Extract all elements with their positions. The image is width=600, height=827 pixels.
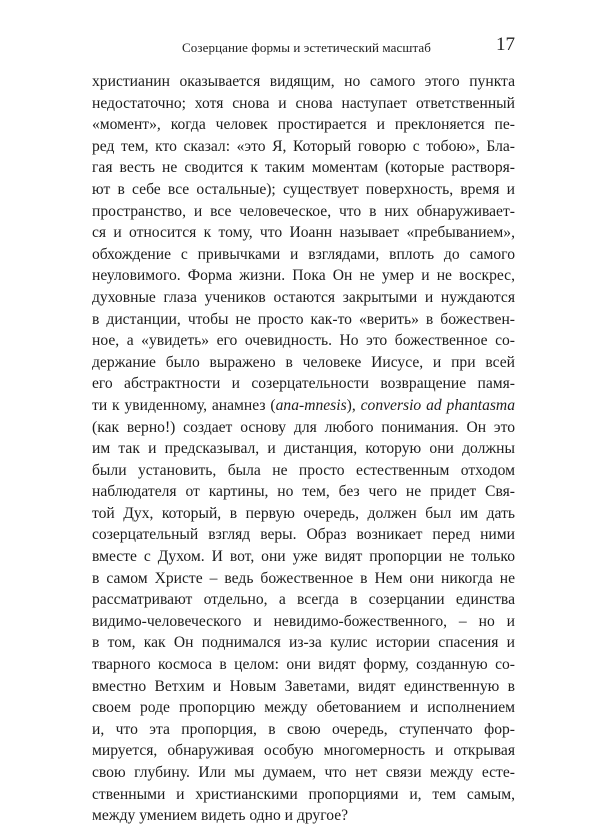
text-segment: в самом Христе – ведь божественное в Нем они никогда не xyxy=(92,569,515,587)
text-line xyxy=(92,611,515,633)
text-line xyxy=(92,201,515,223)
text-segment: вместе с Духом. И вот, они уже видят пропорции не только xyxy=(92,548,515,566)
text-line xyxy=(92,654,515,676)
text-segment: пространство, и все человеческое, что в них обнаруживает- xyxy=(92,202,515,220)
text-segment: тварного космоса в целом: они видят форму, созданную со- xyxy=(92,656,515,674)
text-line xyxy=(92,740,515,762)
text-line xyxy=(92,71,515,93)
text-segment: «момент», когда человек простирается и преклоняется пе- xyxy=(92,116,515,134)
text-line xyxy=(92,309,515,331)
text-segment: ), xyxy=(346,396,361,414)
text-line xyxy=(92,157,515,179)
text-line xyxy=(92,352,515,374)
text-line xyxy=(92,330,515,352)
text-segment: им так и предсказывал, и дистанция, которую они должны xyxy=(92,440,515,458)
text-line xyxy=(92,179,515,201)
text-segment: той Дух, который, в первую очередь, должен был им дать xyxy=(92,504,515,522)
text-segment: своем роде пропорцию между обетованием и исполнением xyxy=(92,699,515,717)
text-segment: созерцательный взгляд веры. Образ возникает перед ними xyxy=(92,526,515,544)
text-segment: рассматривают отдельно, а всегда в созерцании единства xyxy=(92,591,515,609)
text-segment: духовные глаза учеников остаются закрытыми и нуждаются xyxy=(92,288,515,306)
text-segment: мируется, обнаруживая особую многомерность и открывая xyxy=(92,742,515,760)
text-segment: наблюдателя от картины, но тем, без чего не придет Свя- xyxy=(92,483,515,501)
text-line xyxy=(92,265,515,287)
text-line xyxy=(92,222,515,244)
italic-term: conversio ad phantasma xyxy=(360,396,515,414)
text-line xyxy=(92,395,515,417)
text-segment: ся и относится к тому, что Иоанн называет «пребыванием», xyxy=(92,224,515,242)
text-segment: в том, как Он поднимался из-за кулис истории спасения и xyxy=(92,634,515,652)
text-line xyxy=(92,287,515,309)
text-segment: неуловимого. Форма жизни. Пока Он не умер и не воскрес, xyxy=(92,267,515,285)
page-number: 17 xyxy=(496,34,515,55)
text-line xyxy=(92,524,515,546)
text-segment: были установить, была не просто естественным отходом xyxy=(92,461,515,479)
text-segment: ное, а «увидеть» его очевидность. Но это божественное со- xyxy=(92,332,515,350)
text-line xyxy=(92,460,515,482)
text-segment: видимо-человеческого и невидимо-божественного, – но и xyxy=(92,612,515,630)
text-line xyxy=(92,244,515,266)
running-head xyxy=(92,34,515,60)
text-line xyxy=(92,805,515,827)
text-segment: в дистанции, чтобы не просто как-то «верить» в божествен- xyxy=(92,310,515,328)
text-segment: ют в себе все остальные); существует поверхность, время и xyxy=(92,180,515,198)
text-segment: ственными и христианскими пропорциями и, тем самым, xyxy=(92,785,515,803)
body-paragraph xyxy=(92,71,515,827)
text-line xyxy=(92,417,515,439)
text-line xyxy=(92,719,515,741)
text-line xyxy=(92,632,515,654)
text-segment: (как верно!) создает основу для любого понимания. Он это xyxy=(92,418,515,436)
text-line xyxy=(92,697,515,719)
text-segment: его абстрактности и созерцательности возвращение памя- xyxy=(92,375,515,393)
text-segment: гая весть не сводится к таким моментам (которые растворя- xyxy=(92,159,515,177)
text-segment: и, что эта пропорция, в свою очередь, ступенчато фор- xyxy=(92,720,515,738)
text-line xyxy=(92,373,515,395)
text-line xyxy=(92,546,515,568)
text-line xyxy=(92,589,515,611)
text-segment: между умением видеть одно и другое? xyxy=(92,807,349,825)
text-segment: вместно Ветхим и Новым Заветами, видят единственную в xyxy=(92,677,515,695)
italic-term: ana-mnesis xyxy=(275,396,347,414)
text-line xyxy=(92,136,515,158)
text-line xyxy=(92,481,515,503)
running-title: Созерцание формы и эстетический масштаб xyxy=(182,40,432,55)
text-line xyxy=(92,114,515,136)
text-line xyxy=(92,762,515,784)
text-segment: обхождение с привычками и взглядами, вплоть до самого xyxy=(92,245,515,263)
text-line xyxy=(92,568,515,590)
text-segment: держание было выражено в человеке Иисусе, и при всей xyxy=(92,353,515,371)
text-segment: ти к увиденному, анамнез ( xyxy=(92,396,276,414)
text-line xyxy=(92,784,515,806)
text-segment: недостаточно; хотя снова и снова наступает ответственный xyxy=(92,94,515,112)
text-line xyxy=(92,676,515,698)
text-segment: христианин оказывается видящим, но самого этого пункта xyxy=(92,73,515,90)
text-segment: свою глубину. Или мы думаем, что нет связи между есте- xyxy=(92,764,515,781)
text-line xyxy=(92,503,515,525)
text-line xyxy=(92,93,515,115)
text-line xyxy=(92,438,515,460)
text-segment: ред тем, кто сказал: «это Я, Который говорю с тобою», Бла- xyxy=(92,137,515,155)
